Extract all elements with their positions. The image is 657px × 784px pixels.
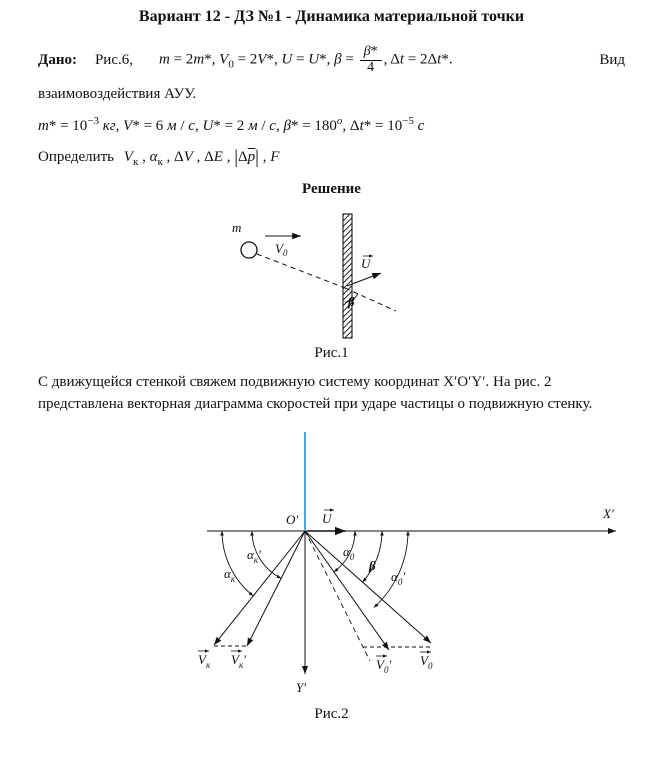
vector-vk-prime — [247, 531, 305, 646]
v0-label: $V_0$ — [420, 652, 433, 671]
wall — [343, 214, 352, 338]
alpha-k-prime-label: $\alpha_к'$ — [247, 546, 261, 565]
interaction-type-line: взаимовоздействия АУУ. — [38, 86, 197, 102]
beta-label: β — [348, 294, 355, 309]
determine-line — [38, 147, 625, 169]
determine-label: Определить — [38, 149, 115, 165]
alpha-0-label: $\alpha_0$ — [343, 543, 355, 562]
figure-1-drawing — [195, 210, 430, 343]
given-tail-word: Вид — [599, 51, 625, 68]
page-title: Вариант 12 - ДЗ №1 - Динамика материальной точки — [138, 8, 525, 25]
particle — [241, 242, 257, 258]
incoming-trajectory-dashed — [257, 254, 345, 288]
given-label: Дано: — [38, 51, 77, 68]
figure-2 — [38, 426, 625, 723]
figure-1-caption: Рис.1 — [314, 345, 349, 361]
u-label: U — [322, 510, 332, 526]
v0-prime-label: $V_0'$ — [376, 656, 392, 675]
solution-heading: Решение — [302, 181, 361, 197]
figure-reference: Рис.6, — [94, 51, 133, 68]
figure-2-caption: Рис.2 — [314, 705, 349, 722]
alpha-0-prime-label: $\alpha_0'$ — [391, 568, 406, 587]
y-axis-label: Y′ — [296, 679, 307, 695]
figure-2-drawing — [180, 426, 640, 704]
origin-label: O′ — [286, 511, 299, 527]
given-values-formula: $m* = 10^{-3}$ кг, V* = 6 м / с, U* = 2 м / с, $\beta* = 180^o$, $\Delta t* = 10^{-5}$ с — [38, 115, 425, 134]
mass-label: m — [232, 220, 242, 235]
determine-formula: $V_к$ , $\alpha_к$ , ΔV , ΔE , $|\Delta\overline{p}|$ , F — [123, 147, 280, 168]
vk-label: $V_к$ — [198, 651, 211, 670]
vk-prime-label: $V_к'$ — [231, 651, 247, 670]
alpha-k-label: $\alpha_к$ — [224, 565, 236, 584]
given-conditions-formula: m = 2m*, $V_0 = 2V*$, U = U*, β = $\frac{\beta*}{4}$ , Δt = 2Δt*. — [159, 43, 453, 75]
u-label: U — [361, 256, 371, 271]
given-row — [38, 42, 625, 78]
beta-label: β — [369, 557, 376, 573]
vector-v0 — [305, 531, 431, 643]
v0-label: $V_0$ — [275, 241, 288, 258]
figure-1 — [38, 210, 625, 362]
x-axis-label: X′ — [603, 505, 614, 521]
angle-arcs — [222, 531, 408, 608]
solution-paragraph: С движущейся стенкой свяжем подвижную систему координат X′O′Y′. На рис. 2 представлена векторная диаграмма скоростей при ударе частицы о подвижную стенку. — [38, 374, 593, 412]
